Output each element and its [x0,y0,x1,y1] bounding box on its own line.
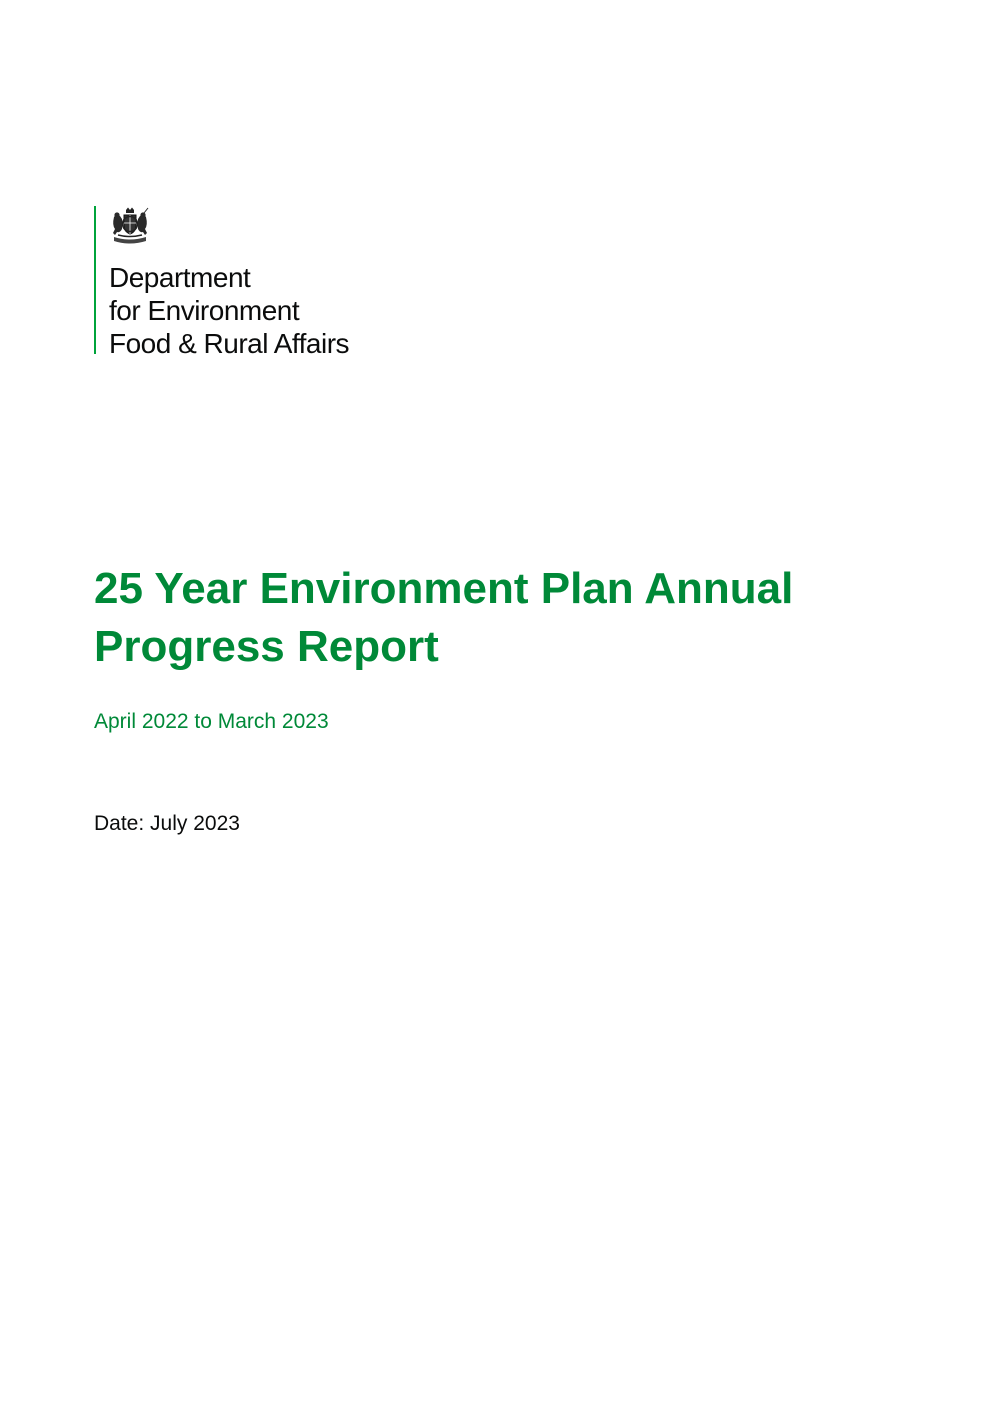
publication-date: Date: July 2023 [94,812,240,835]
royal-coat-of-arms-icon [110,207,150,245]
reporting-period: April 2022 to March 2023 [94,710,329,733]
department-name [109,261,349,360]
department-name-line-1: Department [109,262,251,293]
defra-logo [94,206,396,359]
document-title: 25 Year Environment Plan Annual Progress Report [94,564,794,671]
department-name-line-3: Food & Rural Affairs [109,328,350,359]
department-name-line-2: for Environment [109,295,300,326]
